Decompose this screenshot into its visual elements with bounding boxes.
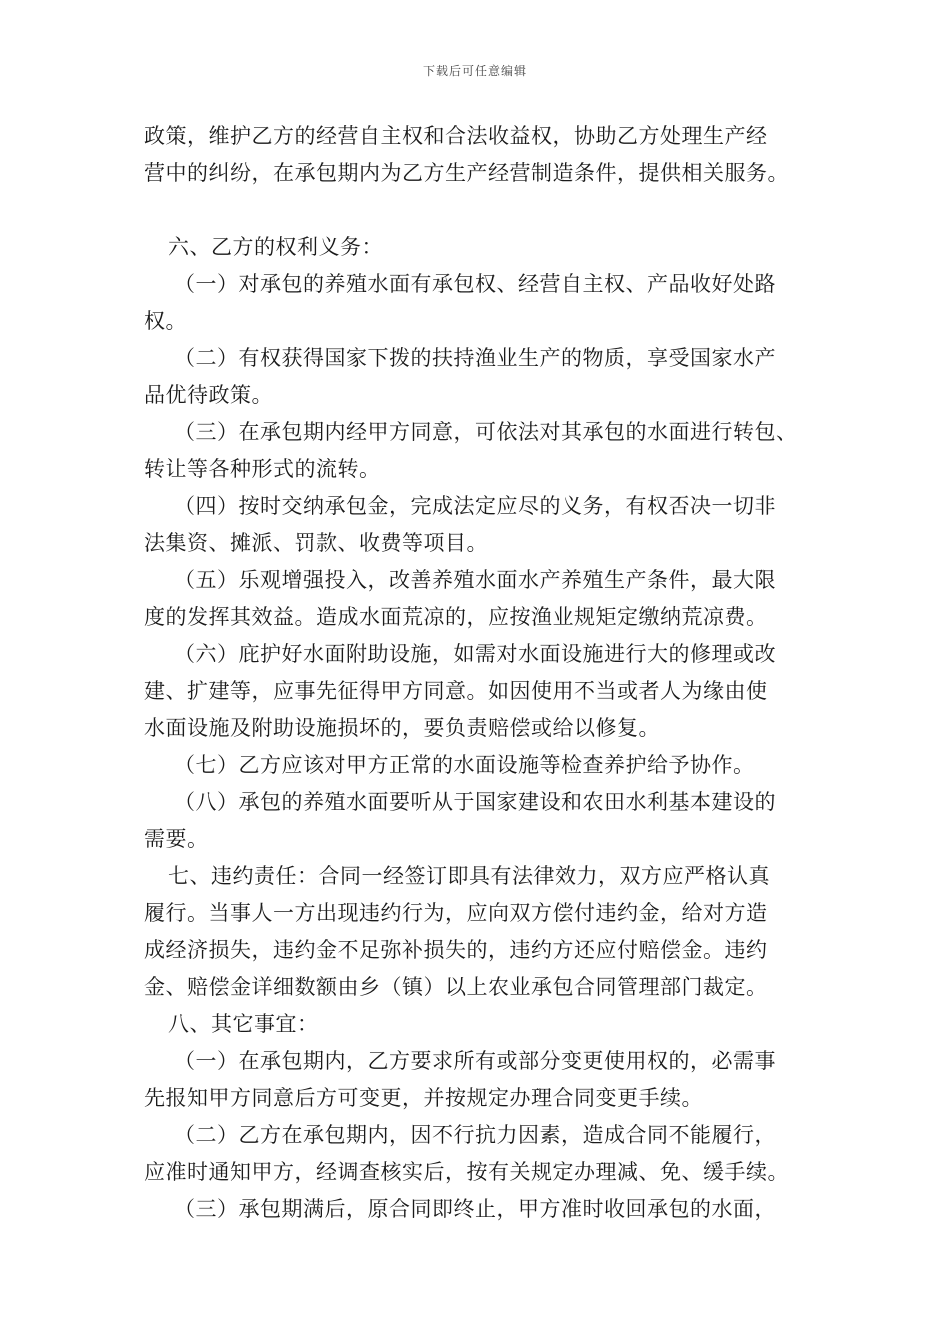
text-line: （四）按时交纳承包金，完成法定应尽的义务，有权否决一切非 bbox=[174, 494, 776, 518]
text-line: （二）有权获得国家下拨的扶持渔业生产的物质，享受国家水产 bbox=[174, 346, 776, 370]
text-line: （八）承包的养殖水面要听从于国家建设和农田水利基本建设的 bbox=[174, 790, 776, 814]
blank-line bbox=[144, 192, 816, 229]
text-line: （一）对承包的养殖水面有承包权、经营自主权、产品收好处路 bbox=[174, 272, 776, 296]
section-heading: 六、乙方的权利义务： bbox=[168, 235, 383, 259]
text-line: 成经济损失，违约金不足弥补损失的，违约方还应付赔偿金。违约 bbox=[144, 938, 768, 962]
text-line: （二）乙方在承包期内，因不行抗力因素，造成合同不能履行， bbox=[174, 1123, 776, 1147]
text-line: （三）承包期满后，原合同即终止，甲方准时收回承包的水面， bbox=[174, 1197, 776, 1221]
text-line: 品优待政策。 bbox=[144, 383, 273, 407]
section-heading: 八、其它事宜： bbox=[168, 1012, 319, 1036]
text-line: （七）乙方应该对甲方正常的水面设施等检查养护给予协作。 bbox=[174, 753, 755, 777]
text-line: 水面设施及附助设施损坏的，要负责赔偿或给以修复。 bbox=[144, 716, 660, 740]
text-line: 履行。当事人一方出现违约行为，应向双方偿付违约金，给对方造 bbox=[144, 901, 768, 925]
text-line: 权。 bbox=[144, 309, 187, 333]
text-line: （三）在承包期内经甲方同意，可依法对其承包的水面进行转包、 bbox=[174, 420, 798, 444]
section-heading: 七、违约责任：合同一经签订即具有法律效力，双方应严格认真 bbox=[168, 864, 770, 888]
text-line: 应准时通知甲方，经调查核实后，按有关规定办理减、免、缓手续。 bbox=[144, 1160, 789, 1184]
text-line: 金、赔偿金详细数额由乡（镇）以上农业承包合同管理部门裁定。 bbox=[144, 975, 768, 999]
text-line: 政策，维护乙方的经营自主权和合法收益权，协助乙方处理生产经 bbox=[144, 124, 768, 148]
page-header: 下载后可任意编辑 bbox=[422, 64, 527, 78]
text-line: 需要。 bbox=[144, 827, 209, 851]
text-line: （六）庇护好水面附助设施，如需对水面设施进行大的修理或改 bbox=[174, 642, 776, 666]
text-line: （一）在承包期内，乙方要求所有或部分变更使用权的，必需事 bbox=[174, 1049, 776, 1073]
text-line: 度的发挥其效益。造成水面荒凉的，应按渔业规矩定缴纳荒凉费。 bbox=[144, 605, 768, 629]
text-line: 营中的纠纷，在承包期内为乙方生产经营制造条件，提供相关服务。 bbox=[144, 161, 789, 185]
text-line: 建、扩建等，应事先征得甲方同意。如因使用不当或者人为缘由使 bbox=[144, 679, 768, 703]
text-line: 转让等各种形式的流转。 bbox=[144, 457, 381, 481]
text-line: （五）乐观增强投入，改善养殖水面水产养殖生产条件，最大限 bbox=[174, 568, 776, 592]
document-body bbox=[144, 118, 816, 1228]
text-line: 先报知甲方同意后方可变更，并按规定办理合同变更手续。 bbox=[144, 1086, 703, 1110]
text-line: 法集资、摊派、罚款、收费等项目。 bbox=[144, 531, 488, 555]
